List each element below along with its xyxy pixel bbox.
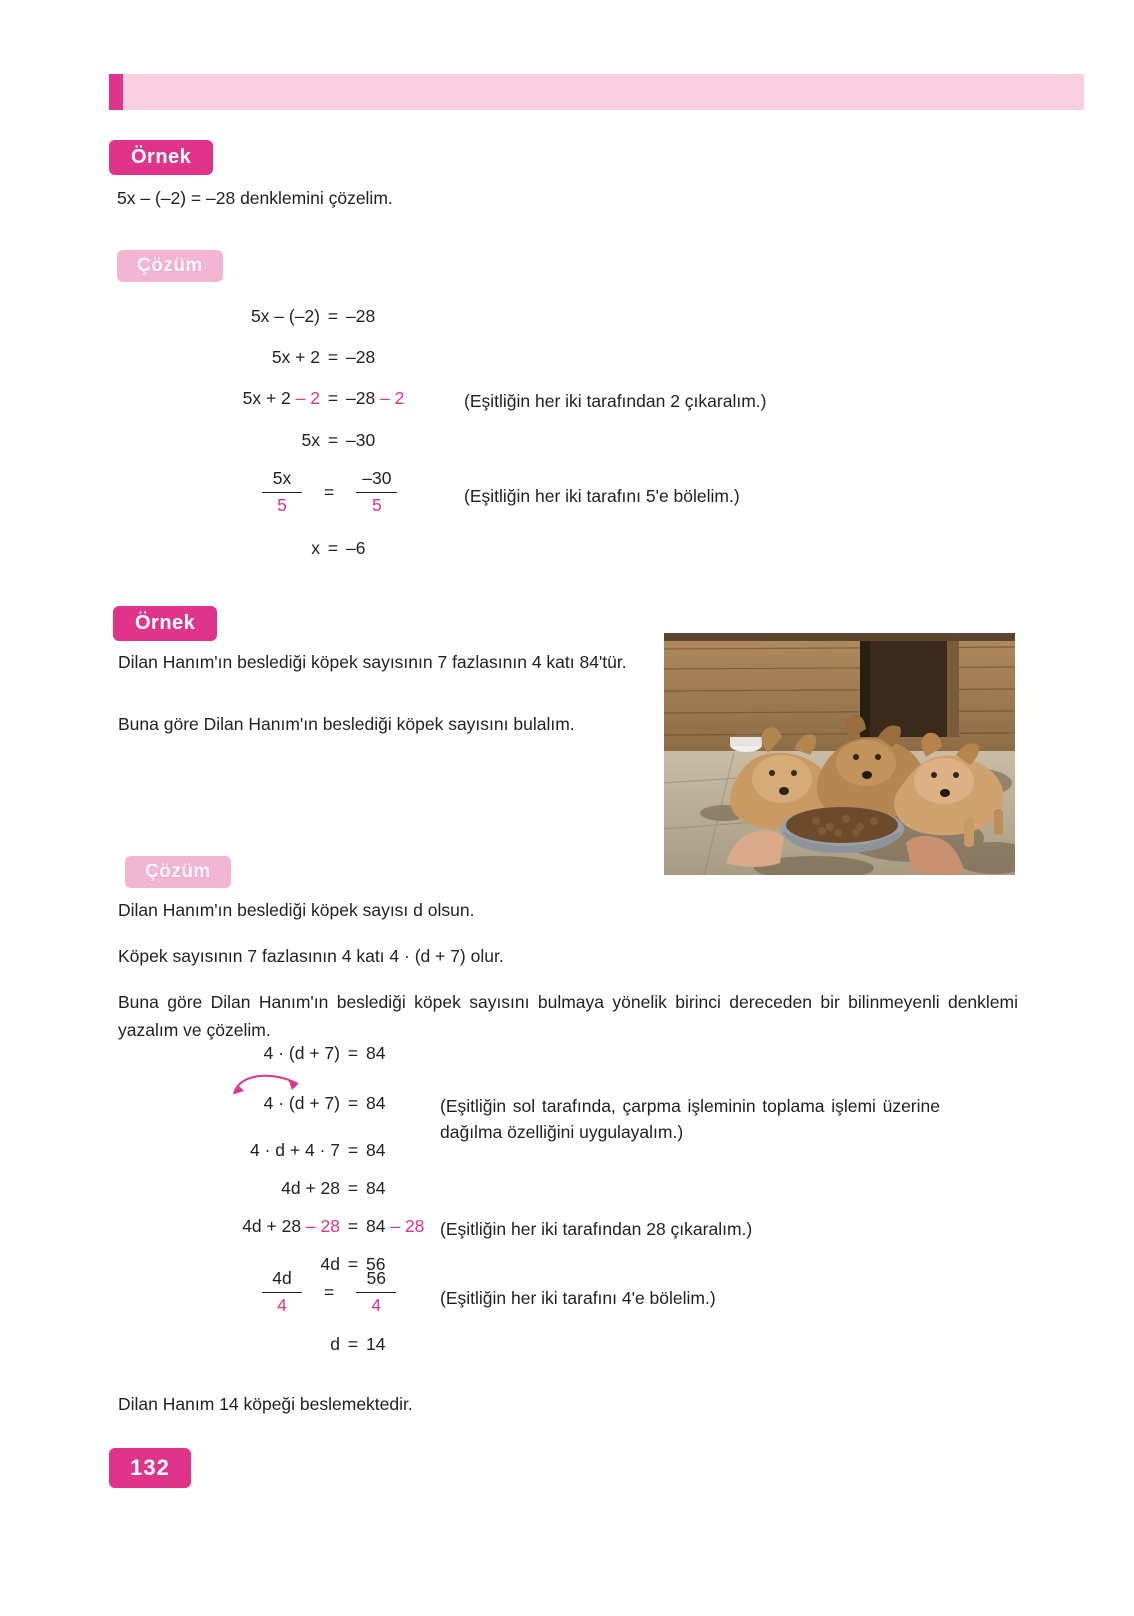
fraction-bar xyxy=(262,1292,302,1294)
math-fraction-row xyxy=(262,468,397,517)
example-2-conclusion: Dilan Hanım 14 köpeği beslemektedir. xyxy=(118,1394,413,1414)
fraction-bar xyxy=(262,492,302,494)
math-row: 5x + 2 = –28 xyxy=(271,347,376,367)
math-row: 4d = 56 xyxy=(320,1254,386,1274)
dog-feeding-photo xyxy=(664,633,1015,875)
example-1-solution-label: Çözüm xyxy=(117,250,223,282)
example-2-statement-line-2: Buna göre Dilan Hanım'ın beslediği köpek sayısını bulalım. xyxy=(118,714,575,734)
math-pink-term: – 2 xyxy=(295,388,320,408)
math-row: 4 · (d + 7) = 84 xyxy=(263,1093,386,1113)
math-row: 5x – (–2) = –28 xyxy=(250,306,376,326)
math-note: (Eşitliğin her iki tarafından 2 çıkaralım.) xyxy=(464,391,767,411)
fraction-bar xyxy=(356,492,397,494)
math-note: (Eşitliğin sol tarafında, çarpma işleminin toplama işlemi üzerine dağılma özelliğini uygulayalım.) xyxy=(440,1096,940,1143)
fraction-right: $\frac{56}{4}$ xyxy=(356,1268,396,1317)
example-2-label: Örnek xyxy=(113,606,217,641)
math-note: (Eşitliğin her iki tarafını 4'e bölelim.) xyxy=(440,1288,716,1308)
math-row: 4d + 28 – 28 = 84 – 28 xyxy=(242,1216,425,1236)
header-band-tab xyxy=(109,74,123,110)
math-fraction-row xyxy=(262,1268,396,1317)
math-row: 5x = –30 xyxy=(301,430,376,450)
example-1-label: Örnek xyxy=(109,140,213,175)
fraction-left: $\frac{4d}{4}$ xyxy=(262,1268,302,1317)
example-2-solution-line-2: Köpek sayısının 7 fazlasının 4 katı 4 · (d + 7) olur. xyxy=(118,946,504,966)
math-pink-term: – 28 xyxy=(390,1216,425,1236)
example-2-solution-label: Çözüm xyxy=(125,856,231,888)
math-note: (Eşitliğin her iki tarafını 5'e bölelim.) xyxy=(464,486,740,506)
example-1-statement: 5x – (–2) = –28 denklemini çözelim. xyxy=(117,188,393,208)
math-row: 5x + 2 – 2 = –28 – 2 xyxy=(242,388,405,408)
page-number: 132 xyxy=(109,1448,191,1488)
fraction-right: $\frac{-30}{5}$ xyxy=(356,468,397,517)
math-row: 4d + 28 = 84 xyxy=(281,1178,386,1198)
header-band xyxy=(109,74,1084,110)
example-2-solution-line-3: Buna göre Dilan Hanım'ın beslediği köpek sayısını bulmaya yönelik birinci dereceden bir bilinmeyenli denklemi yazalım ve çözelim. xyxy=(118,992,1018,1040)
math-row: x = –6 xyxy=(311,538,366,558)
math-note: (Eşitliğin her iki tarafından 28 çıkaralım.) xyxy=(440,1219,753,1239)
math-pink-term: – 28 xyxy=(305,1216,340,1236)
equals-sign: = xyxy=(324,482,335,503)
example-2-statement-line-1: Dilan Hanım'ın beslediği köpek sayısının 7 fazlasının 4 katı 84'tür. xyxy=(118,652,627,672)
fraction-left: $\frac{5x}{5}$ xyxy=(262,468,302,517)
math-row: 4 · (d + 7) = 84 xyxy=(263,1043,386,1063)
math-pink-term: – 2 xyxy=(380,388,405,408)
math-row: d = 14 xyxy=(330,1334,386,1354)
equals-sign: = xyxy=(324,1282,335,1303)
example-2-solution-line-1: Dilan Hanım'ın beslediği köpek sayısı d olsun. xyxy=(118,900,475,920)
math-row: 4 · d + 4 · 7 = 84 xyxy=(250,1140,386,1160)
fraction-bar xyxy=(356,1292,396,1294)
